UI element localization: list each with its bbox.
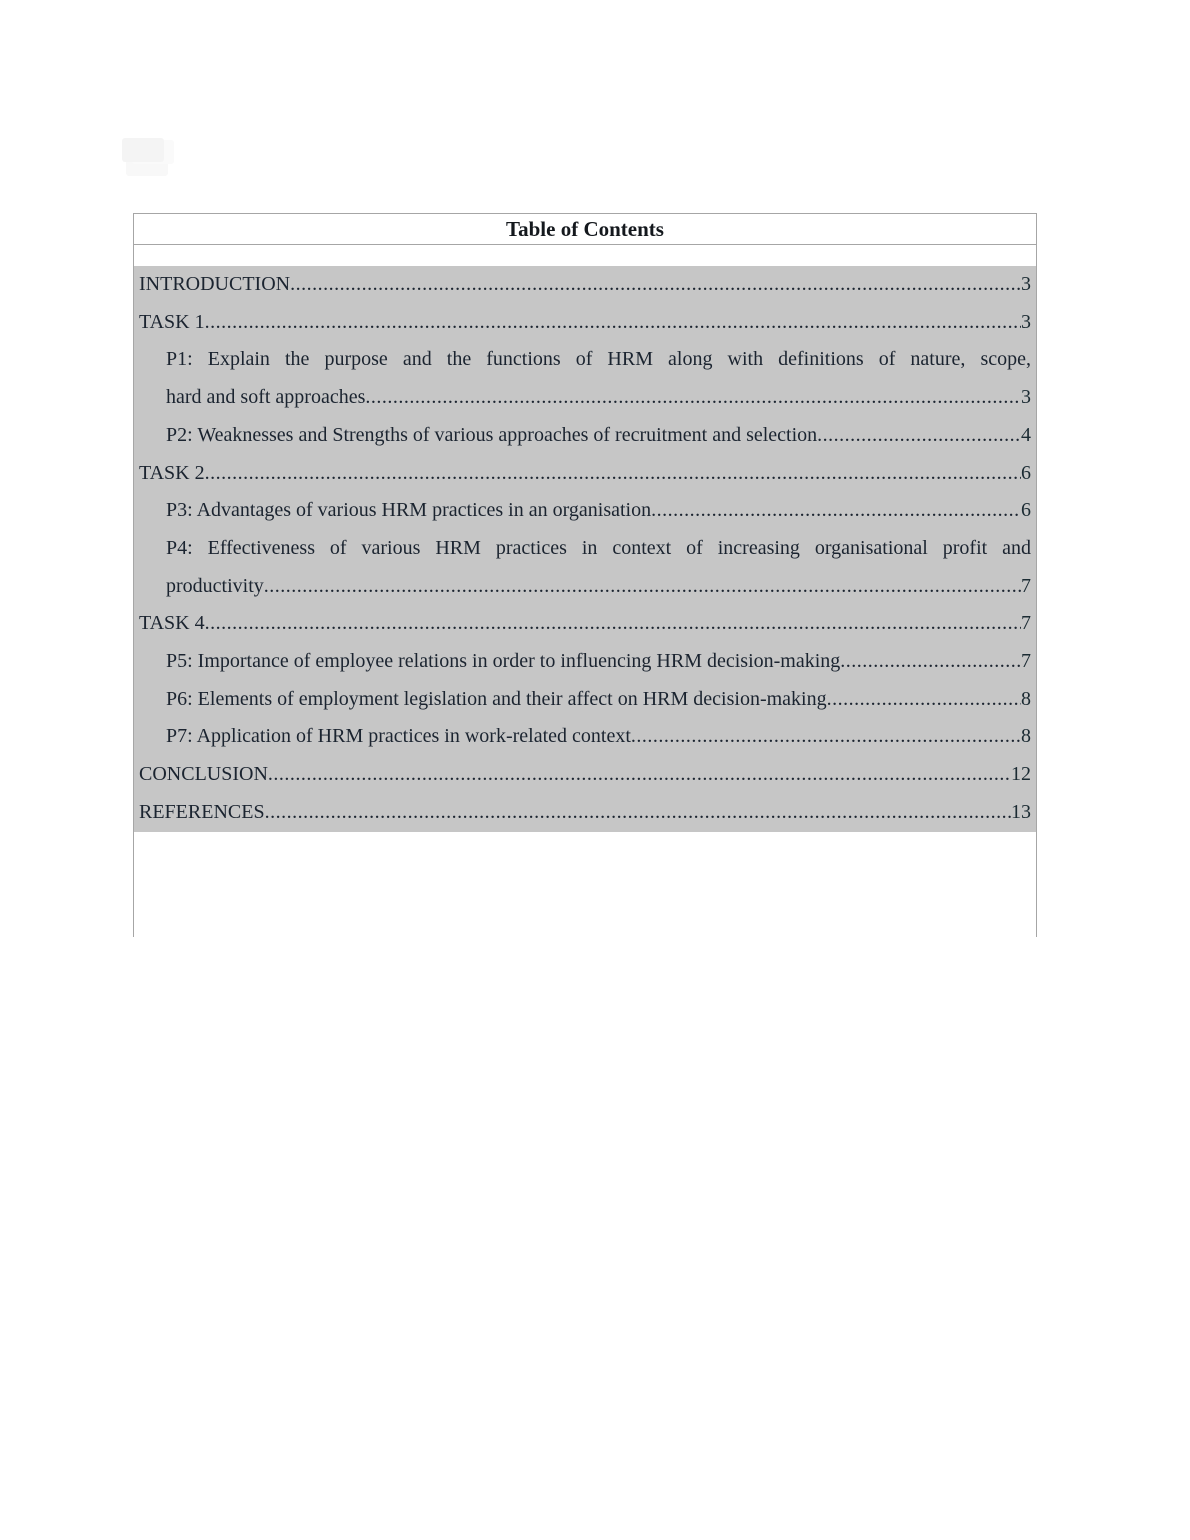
toc-entry-text: P5: Importance of employee relations in order to influencing HRM decision-making bbox=[166, 650, 841, 673]
page-number: 13 bbox=[1011, 800, 1031, 823]
toc-title: Table of Contents bbox=[134, 214, 1036, 245]
toc-entry[interactable] bbox=[139, 718, 1031, 756]
page-number: 8 bbox=[1021, 687, 1031, 710]
dot-leader bbox=[840, 643, 1021, 681]
toc-entry[interactable] bbox=[139, 341, 1031, 416]
dot-leader bbox=[205, 605, 1021, 643]
toc-empty-row bbox=[134, 245, 1036, 266]
toc-entry[interactable] bbox=[139, 304, 1031, 342]
toc-empty-tail bbox=[134, 832, 1036, 937]
dot-leader bbox=[264, 568, 1021, 606]
page-number: 6 bbox=[1021, 461, 1031, 484]
page-number: 7 bbox=[1021, 574, 1031, 597]
dot-leader bbox=[827, 681, 1021, 719]
page-number: 7 bbox=[1021, 612, 1031, 635]
toc-entry-text: P1: Explain the purpose and the functions of HRM along with definitions of nature, scope, bbox=[166, 348, 1031, 371]
toc-entry-text: P7: Application of HRM practices in work-related context bbox=[166, 725, 631, 748]
toc-entry-text: P2: Weaknesses and Strengths of various approaches of recruitment and selection bbox=[166, 423, 818, 446]
dot-leader bbox=[205, 304, 1021, 342]
toc-entry-text: CONCLUSION bbox=[139, 763, 268, 786]
faint-watermark bbox=[122, 138, 164, 162]
toc-entry-text: TASK 4 bbox=[139, 612, 205, 635]
dot-leader bbox=[205, 455, 1021, 493]
page-number: 3 bbox=[1021, 310, 1031, 333]
toc-entry-text: TASK 1 bbox=[139, 310, 205, 333]
page-number: 3 bbox=[1021, 273, 1031, 295]
toc-entry[interactable] bbox=[139, 605, 1031, 643]
toc-entry-text: REFERENCES bbox=[139, 800, 265, 823]
table-of-contents-frame bbox=[133, 213, 1037, 937]
page-number: 12 bbox=[1011, 763, 1031, 786]
toc-entries bbox=[134, 266, 1036, 832]
toc-entry-text: hard and soft approaches bbox=[166, 386, 366, 409]
toc-entry[interactable] bbox=[139, 417, 1031, 455]
toc-entry[interactable] bbox=[139, 794, 1031, 832]
toc-entry-text: P3: Advantages of various HRM practices in an organisation bbox=[166, 499, 652, 522]
page-number: 6 bbox=[1021, 499, 1031, 522]
page-number: 8 bbox=[1021, 725, 1031, 748]
toc-entry[interactable] bbox=[139, 530, 1031, 605]
toc-entry[interactable] bbox=[139, 643, 1031, 681]
dot-leader bbox=[265, 794, 1011, 832]
dot-leader bbox=[268, 756, 1011, 794]
toc-entry-text: productivity bbox=[166, 574, 264, 597]
toc-entry-text: TASK 2 bbox=[139, 461, 205, 484]
toc-entry[interactable] bbox=[139, 266, 1031, 304]
dot-leader bbox=[651, 492, 1021, 530]
toc-entry[interactable] bbox=[139, 756, 1031, 794]
page-number: 3 bbox=[1021, 386, 1031, 409]
toc-entry-text: P6: Elements of employment legislation and their affect on HRM decision-making bbox=[166, 687, 827, 710]
toc-entry-text: INTRODUCTION bbox=[139, 273, 291, 295]
dot-leader bbox=[290, 266, 1021, 304]
toc-entry[interactable] bbox=[139, 455, 1031, 493]
dot-leader bbox=[365, 379, 1021, 417]
dot-leader bbox=[817, 417, 1021, 455]
page-number: 7 bbox=[1021, 650, 1031, 673]
toc-entry-text: P4: Effectiveness of various HRM practices in context of increasing organisational profit and bbox=[166, 536, 1031, 559]
toc-entry[interactable] bbox=[139, 492, 1031, 530]
toc-entry[interactable] bbox=[139, 681, 1031, 719]
dot-leader bbox=[631, 718, 1021, 756]
page-number: 4 bbox=[1021, 423, 1031, 446]
